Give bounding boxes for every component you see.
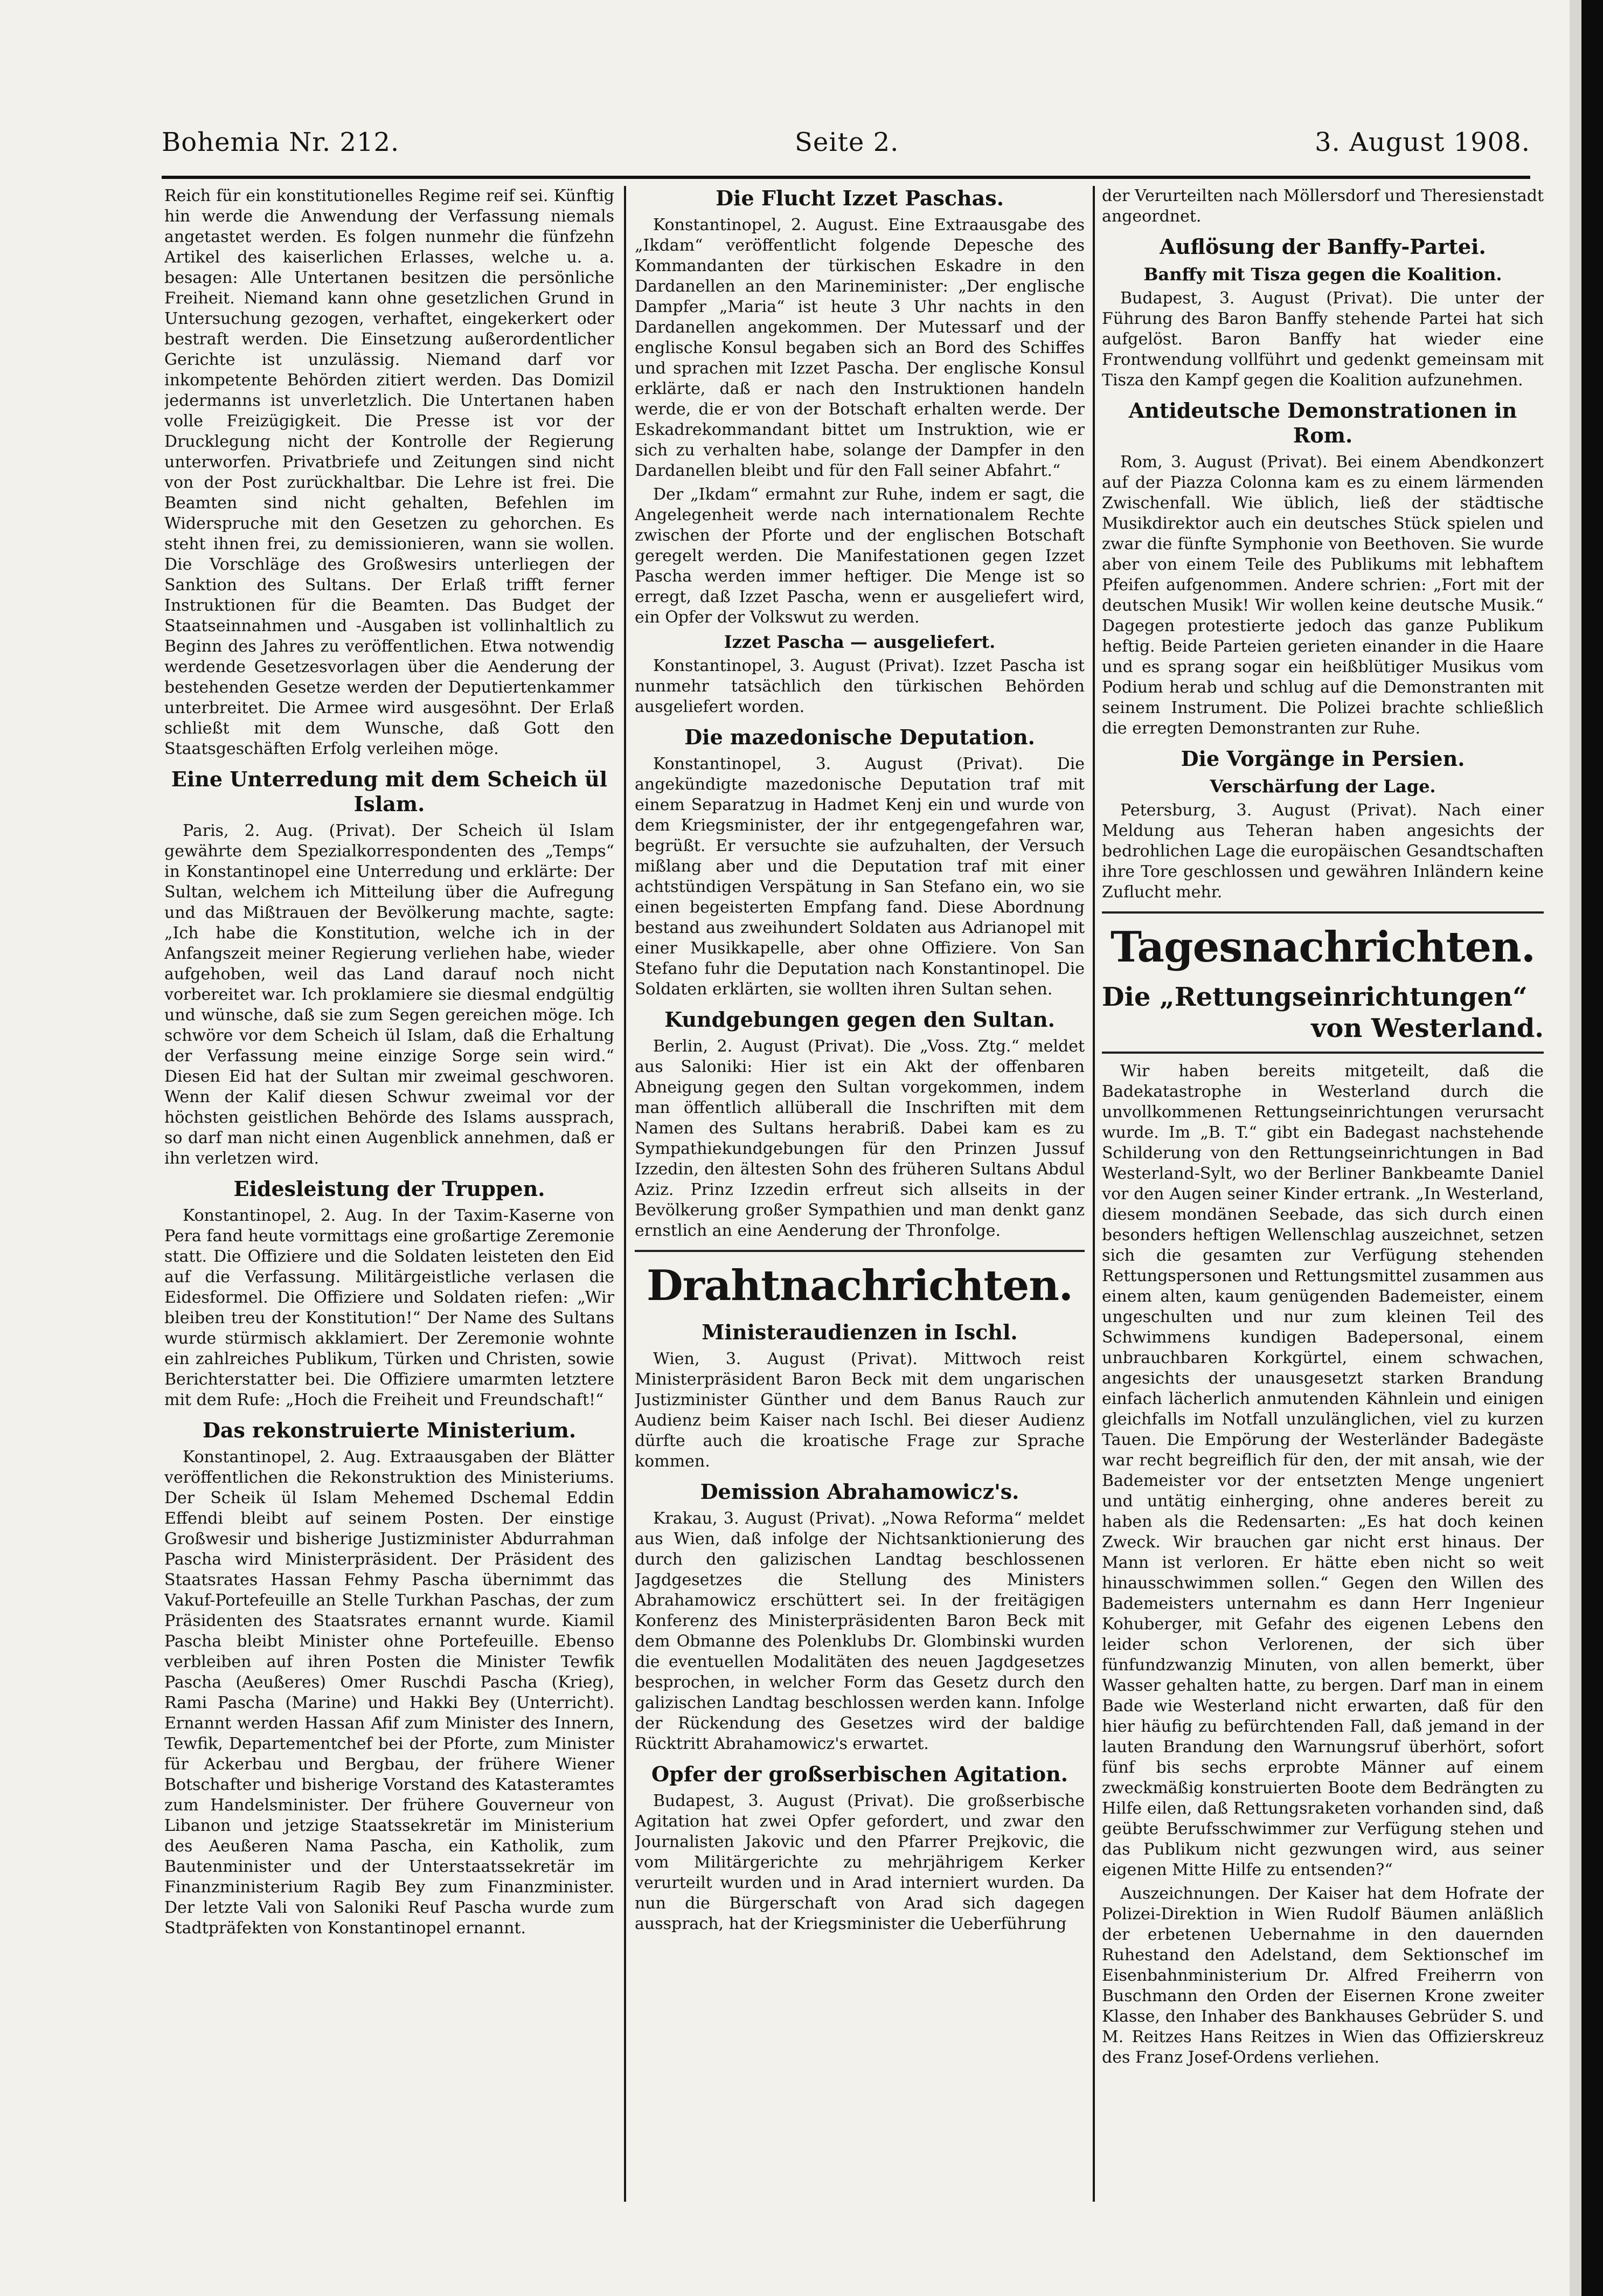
article-text: Krakau, 3. August (Privat). „Nowa Reforma“ meldet aus Wien, daß infolge der Nichtsanktionierung des durch den galizischen Landtag beschlossenen Jagdgesetzes die Stellung des Ministers Abrahamowicz erschüttert sei. In der freitägigen Konferenz des Ministerpräsidenten Baron Beck mit dem Obmanne des Polenklubs Dr. Glombinski wurden die eventuellen Modalitäten des neuen Jagdgesetzes besprochen, in welcher Form das Gesetz durch den galizischen Landtag beschlossen werden kann. Infolge der Rückendung des Gesetzes wird der baldige Rücktritt Abrahamowicz's erwartet.	[635, 1509, 1085, 1753]
article-heading: Antideutsche Demonstrationen in Rom.	[1128, 398, 1517, 447]
article-heading: von Westerland.	[1311, 1013, 1544, 1043]
article-text: Reich für ein konstitutionelles Regime reif sei. Künftig hin werde die Anwendung der Verfassung niemals angetastet werden. Es folgen nunmehr die fünfzehn Artikel des kaiserlichen Erlasses, welche u. a. besagen: Alle Untertanen besitzen die persönliche Freiheit. Niemand kann ohne gesetzlichen Grund in Untersuchung gezogen, verhaftet, eingekerkert oder bestraft werden. Die Einsetzung außerordentlicher Gerichte ist unzulässig. Niemand darf vor inkompetente Behörden zitiert werden. Das Domizil jedermanns ist unverletzlich. Die Untertanen haben volle Freizügigkeit. Die Presse ist vor der Drucklegung nicht der Kontrolle der Regierung unterworfen. Privatbriefe und Zeitungen sind nicht von der Post zurückhaltbar. Die Lehre ist frei. Die Beamten sind nicht gehalten, Befehlen im Widerspruche mit den Gesetzen zu gehorchen. Es steht ihnen frei, zu demissionieren, wann sie wollen. Die Vorschläge des Großwesirs unterliegen der Sanktion des Sultans. Der Erlaß trifft ferner Instruktionen für die Beamten. Das Budget der Staatseinnahmen und -Ausgaben ist vollinhaltlich zu Beginn des Jahres zu veröffentlichen. Etwa notwendig werdende Gesetzesvorlagen über die Aenderung der bestehenden Gesetze werden der Deputiertenkammer unterbreitet. Die Armee wird ausgesöhnt. Der Erlaß schließt mit dem Wunsche, daß Gott den Staatsgeschäften Erfolg verleihen möge.	[164, 186, 614, 758]
article-text: Auszeichnungen. Der Kaiser hat dem Hofrate der Polizei-Direktion in Wien Rudolf Bäumen anläßlich der erbetenen Uebernahme in den dauernden Ruhestand den Adelstand, dem Sektionschef im Eisenbahnministerium Dr. Alfred Freiherrn von Buschmann den Orden der Eisernen Krone zweiter Klasse, den Inhaber des Bankhauses Gebrüder S. und M. Reitzes Hans Reitzes in Wien das Offizierskreuz des Franz Josef-Ordens verliehen.	[1102, 1884, 1544, 2067]
article-heading: Die mazedonische Deputation.	[684, 725, 1035, 749]
article-text: Konstantinopel, 2. Aug. In der Taxim-Kaserne von Pera fand heute vormittags eine großartige Zeremonie statt. Die Offiziere und die Soldaten leisteten den Eid auf die Verfassung. Militärgeistliche verlasen die Eidesformel. Die Offiziere und Soldaten riefen: „Wir bleiben treu der Konstitution!“ Der Name des Sultans wurde stürmisch akklamiert. Der Zeremonie wohnte ein zahlreiches Publikum, Türken und Christen, sowie Berichterstatter bei. Die Offiziere umarmten letztere mit dem Rufe: „Hoch die Freiheit und Freundschaft!“	[164, 1206, 614, 1409]
article-heading: Demission Abrahamowicz's.	[700, 1479, 1019, 1504]
article-heading: Eine Unterredung mit dem Scheich ül Islam.	[171, 767, 608, 816]
article-subheading: Banffy mit Tisza gegen die Koalition.	[1143, 264, 1502, 285]
article-text: der Verurteilten nach Möllersdorf und Theresienstadt angeordnet.	[1102, 186, 1544, 226]
article-heading: Die Flucht Izzet Paschas.	[716, 186, 1004, 210]
scan-border	[1581, 0, 1603, 2296]
article-text: Budapest, 3. August (Privat). Die großserbische Agitation hat zwei Opfer gefordert, und zwar den Journalisten Jakovic und den Pfarrer Prejkovic, die vom Militärgerichte zu mehrjährigem Kerker verurteilt wurden und in Arad interniert wurden. Da nun die Bürgerschaft von Arad sich dagegen aussprach, hat der Kriegsminister die Ueberführung	[635, 1792, 1085, 1933]
running-header	[162, 127, 1530, 176]
column-rule-1	[624, 186, 626, 2202]
article-text: Petersburg, 3. August (Privat). Nach einer Meldung aus Teheran haben angesichts der bedrohlichen Lage die europäischen Gesandtschaften ihre Tore geschlossen und gewähren Inländern keine Zuflucht mehr.	[1102, 801, 1544, 902]
header-rule	[162, 176, 1530, 179]
article-heading: Kundgebungen gegen den Sultan.	[664, 1007, 1055, 1032]
article-text: Wien, 3. August (Privat). Mittwoch reist Ministerpräsident Baron Beck mit dem ungarischen Justizminister Günther und dem Banus Rauch zur Audienz beim Kaiser nach Ischl. Bei dieser Audienz dürfte auch die kroatische Frage zur Sprache kommen.	[635, 1350, 1085, 1471]
article-heading: Ministeraudienzen in Ischl.	[702, 1320, 1018, 1344]
article-text: Rom, 3. August (Privat). Bei einem Abendkonzert auf der Piazza Colonna kam es zu einem lärmenden Zwischenfall. Wie üblich, ließ der städtische Musikdirektor auch ein deutsches Stück spielen und zwar die fünfte Symphonie von Beethoven. Sie wurde aber von einem Teile des Publikums mit lebhaftem Pfeifen aufgenommen. Andere schrien: „Fort mit der deutschen Musik! Wir wollen keine deutsche Musik.“ Dagegen protestierte jedoch das ganze Publikum heftig. Beide Parteien gerieten einander in die Haare und es sprang sogar ein heißblütiger Musikus vom Podium herab und schlug auf die Demonstranten mit seinem Instrument. Die Polizei brachte schließlich die erregten Demonstranten zur Ruhe.	[1102, 453, 1544, 738]
header-paper-number: Bohemia Nr. 212.	[162, 127, 400, 157]
article-text: Konstantinopel, 3. August (Privat). Izzet Pascha ist nunmehr tatsächlich den türkischen Behörden ausgeliefert worden.	[635, 656, 1085, 716]
header-date: 3. August 1908.	[1315, 127, 1530, 157]
header-page-number: Seite 2.	[795, 127, 899, 157]
article-heading: Opfer der großserbischen Agitation.	[651, 1762, 1068, 1786]
article-subheading: Izzet Pascha — ausgeliefert.	[724, 632, 996, 652]
article-text: Der „Ikdam“ ermahnt zur Ruhe, indem er sagt, die Angelegenheit werde nach internationalem Rechte zwischen der Pforte und der englischen Botschaft geregelt werden. Die Manifestationen gegen Izzet Pascha werden immer heftiger. Die Menge ist so erregt, daß Izzet Pascha, wenn er ausgeliefert wird, ein Opfer der Volkswut zu werden.	[635, 485, 1085, 627]
article-text: Konstantinopel, 2. Aug. Extraausgaben der Blätter veröffentlichen die Rekonstruktion des Ministeriums. Der Scheik ül Islam Mehemed Dschemal Eddin Effendi bleibt auf seinem Posten. Der einstige Großwesir und bisherige Justizminister Abdurrahman Pascha wird Ministerpräsident. Der Präsident des Staatsrates Hassan Fehmy Pascha übernimmt das Vakuf-Portefeuille an Stelle Turkhan Paschas, der zum Präsidenten des Staatsrates ernannt wurde. Kiamil Pascha bleibt Minister ohne Portefeuille. Ebenso verbleiben auf ihren Posten die Minister Tewfik Pascha (Aeußeres) Omer Ruschdi Pascha (Krieg), Rami Pascha (Marine) und Hakki Bey (Unterricht). Ernannt werden Hassan Afif zum Minister des Innern, Tewfik, Departementchef bei der Pforte, zum Minister für Ackerbau und Bergbau, der frühere Wiener Botschafter und bisherige Vorstand des Katasteramtes zum Handelsminister. Der frühere Gouverneur von Libanon und jetzige Staatssekretär im Ministerium des Aeußeren Nama Pascha, ein Katholik, zum Bautenminister und der Unterstaatssekretär im Finanzministerium Ragib Bey zum Finanzminister. Der letzte Vali von Saloniki Reuf Pascha wurde zum Stadtpräfekten von Konstantinopel ernannt.	[164, 1448, 614, 1938]
article-heading: Die „Rettungseinrichtungen“	[1102, 982, 1528, 1012]
article-heading: Eidesleistung der Truppen.	[233, 1177, 545, 1201]
article-text: Budapest, 3. August (Privat). Die unter der Führung des Baron Banffy stehende Partei hat sich aufgelöst. Baron Banffy hat wieder eine Frontwendung vollführt und gedenkt gemeinsam mit Tisza den Kampf gegen die Koalition aufzunehmen.	[1102, 289, 1544, 390]
article-text: Paris, 2. Aug. (Privat). Der Scheich ül Islam gewährte dem Spezialkorrespondenten des „Temps“ in Konstantinopel eine Unterredung und erklärte: Der Sultan, welchem ich Mitteilung über die Aufregung und das Mißtrauen der Bevölkerung machte, sagte: „Ich habe die Konstitution, welche ich in der Anfangszeit meiner Regierung verliehen habe, wieder aufgehoben, weil das Land darauf noch nicht vorbereitet war. Ich proklamiere sie diesmal endgültig und wünsche, daß sie zum Segen gereichen möge. Ich schwöre vor dem Scheich ül Islam, daß die Erhaltung der Verfassung meine einzige Sorge sein wird.“ Diesen Eid hat der Sultan mir zweimal geschworen. Wenn der Kalif diesen Schwur zweimal vor der höchsten geistlichen Behörde des Islams aussprach, so darf man nicht einen Augenblick annehmen, daß er ihn verletzen wird.	[164, 821, 614, 1168]
article-heading: Das rekonstruierte Ministerium.	[202, 1418, 577, 1442]
section-rule	[635, 1250, 1085, 1252]
section-title: Drahtnachrichten.	[647, 1261, 1073, 1310]
page-shadow	[1570, 0, 1581, 2296]
article-text: Berlin, 2. August (Privat). Die „Voss. Ztg.“ meldet aus Saloniki: Hier ist ein Akt der offenbaren Abneigung gegen den Sultan vorgekommen, indem man öffentlich allüberall die Inschriften mit dem Namen des Sultans herabriß. Dabei kam es zu Sympathiekundgebungen für den Prinzen Jussuf Izzedin, den ältesten Sohn des früheren Sultans Abdul Aziz. Prinz Izzedin erfreut sich allseits in der Bevölkerung großer Sympathien und man denkt ganz ernstlich an eine Aenderung der Thronfolge.	[635, 1037, 1085, 1240]
section-rule	[1102, 911, 1544, 914]
heading-rule	[1102, 1052, 1544, 1054]
article-text: Konstantinopel, 3. August (Privat). Die angekündigte mazedonische Deputation traf mit einem Separatzug in Hadmet Kenj ein und wurde von dem Kriegsminister, der ihr entgegengefahren war, begrüßt. Er versuchte sie aufzuhalten, der Versuch mißlang aber und die Deputation traf mit einer achtstündigen Verspätung in San Stefano ein, wo sie einen begeisterten Empfang fand. Diese Abordnung bestand aus zweihundert Soldaten aus Adrianopel mit einer Musikkapelle, aber ohne Offiziere. Von San Stefano fuhr die Deputation nach Konstantinopel. Die Soldaten erklärten, sie wollten ihren Sultan sehen.	[635, 755, 1085, 999]
article-subheading: Verschärfung der Lage.	[1210, 776, 1436, 797]
article-heading: Die Vorgänge in Persien.	[1181, 746, 1465, 771]
section-title: Tagesnachrichten.	[1110, 923, 1536, 972]
article-text: Konstantinopel, 2. August. Eine Extraausgabe des „Ikdam“ veröffentlicht folgende Depesche des Kommandanten der türkischen Eskadre in den Dardanellen an den Marineminister: „Der englische Dampfer „Maria“ ist heute 3 Uhr nachts in den Dardanellen angekommen. Der Mutessarf und der englische Konsul begaben sich an Bord des Schiffes und sprachen mit Izzet Pascha. Der englische Konsul erklärte, daß er nach den Instruktionen handeln werde, die er von der Botschaft erhalten werde. Der Eskadrekommandant bittet um Instruktion, wie er sich zu verhalten habe, solange der Dampfer in den Dardanellen bleibt und für den Fall seiner Abfahrt.“	[635, 216, 1085, 480]
column-3	[1102, 186, 1544, 2202]
column-2	[635, 186, 1085, 2202]
column-rule-2	[1093, 186, 1095, 2202]
article-heading: Auflösung der Banffy-Partei.	[1160, 234, 1486, 259]
article-text: Wir haben bereits mitgeteilt, daß die Badekatastrophe in Westerland durch die unvollkommenen Rettungseinrichtungen verursacht wurde. Im „B. T.“ gibt ein Badegast nachstehende Schilderung von den Rettungseinrichtungen in Bad Westerland-Sylt, wo der Berliner Bankbeamte Daniel vor den Augen seiner Kinder ertrank. „In Westerland, diesem mondänen Seebade, das sich durch einen besonders heftigen Wellenschlag auszeichnet, setzen sich die gesamten zur Verfügung stehenden Rettungspersonen und Rettungsmittel zusammen aus einem alten, kaum genügenden Bademeister, einem ungeschulten und nur zum kleinen Teil des Schwimmens kundigen Badepersonal, einem unbrauchbaren Korkgürtel, einem schwachen, angesichts der unausgesetzt starken Brandung einfach lächerlich anmutenden Kähnlein und einigen gleichfalls im Notfall unzulänglichen, viel zu kurzen Tauen. Die Empörung der Westerländer Badegäste war recht begreiflich für den, der mit ansah, wie der Bademeister vor der entsetzten Menge ungeniert und untätig einherging, ohne anderes bereit zu haben als die Redensarten: „Es hat doch keinen Zweck. Wir brauchen gar nicht erst hinaus. Der Mann ist verloren. Er hätte eben nicht so weit hinausschwimmen sollen.“ Gegen den Willen des Bademeisters unternahm es dann Herr Ingenieur Kohuberger, mit Gefahr des eigenen Lebens den leider schon Verlorenen, der sich über fünfundzwanzig Minuten, von allen bemerkt, über Wasser gehalten hatte, zu bergen. Darf man in einem Bade wie Westerland nicht erwarten, daß für den hier häufig zu befürchtenden Fall, daß jemand in der lauten Brandung den Warnungsruf überhört, sofort fünf bis sechs erprobte Männer auf einem zweckmäßig konstruierten Boote dem Bedrängten zu Hilfe eilen, daß Rettungsraketen vorhanden sind, daß geübte Berufsschwimmer zur Verfügung stehen und das Publikum nicht gezwungen wird, aus seiner eigenen Mitte Hilfe zu entsenden?“	[1102, 1062, 1544, 1879]
column-1	[164, 186, 614, 2202]
